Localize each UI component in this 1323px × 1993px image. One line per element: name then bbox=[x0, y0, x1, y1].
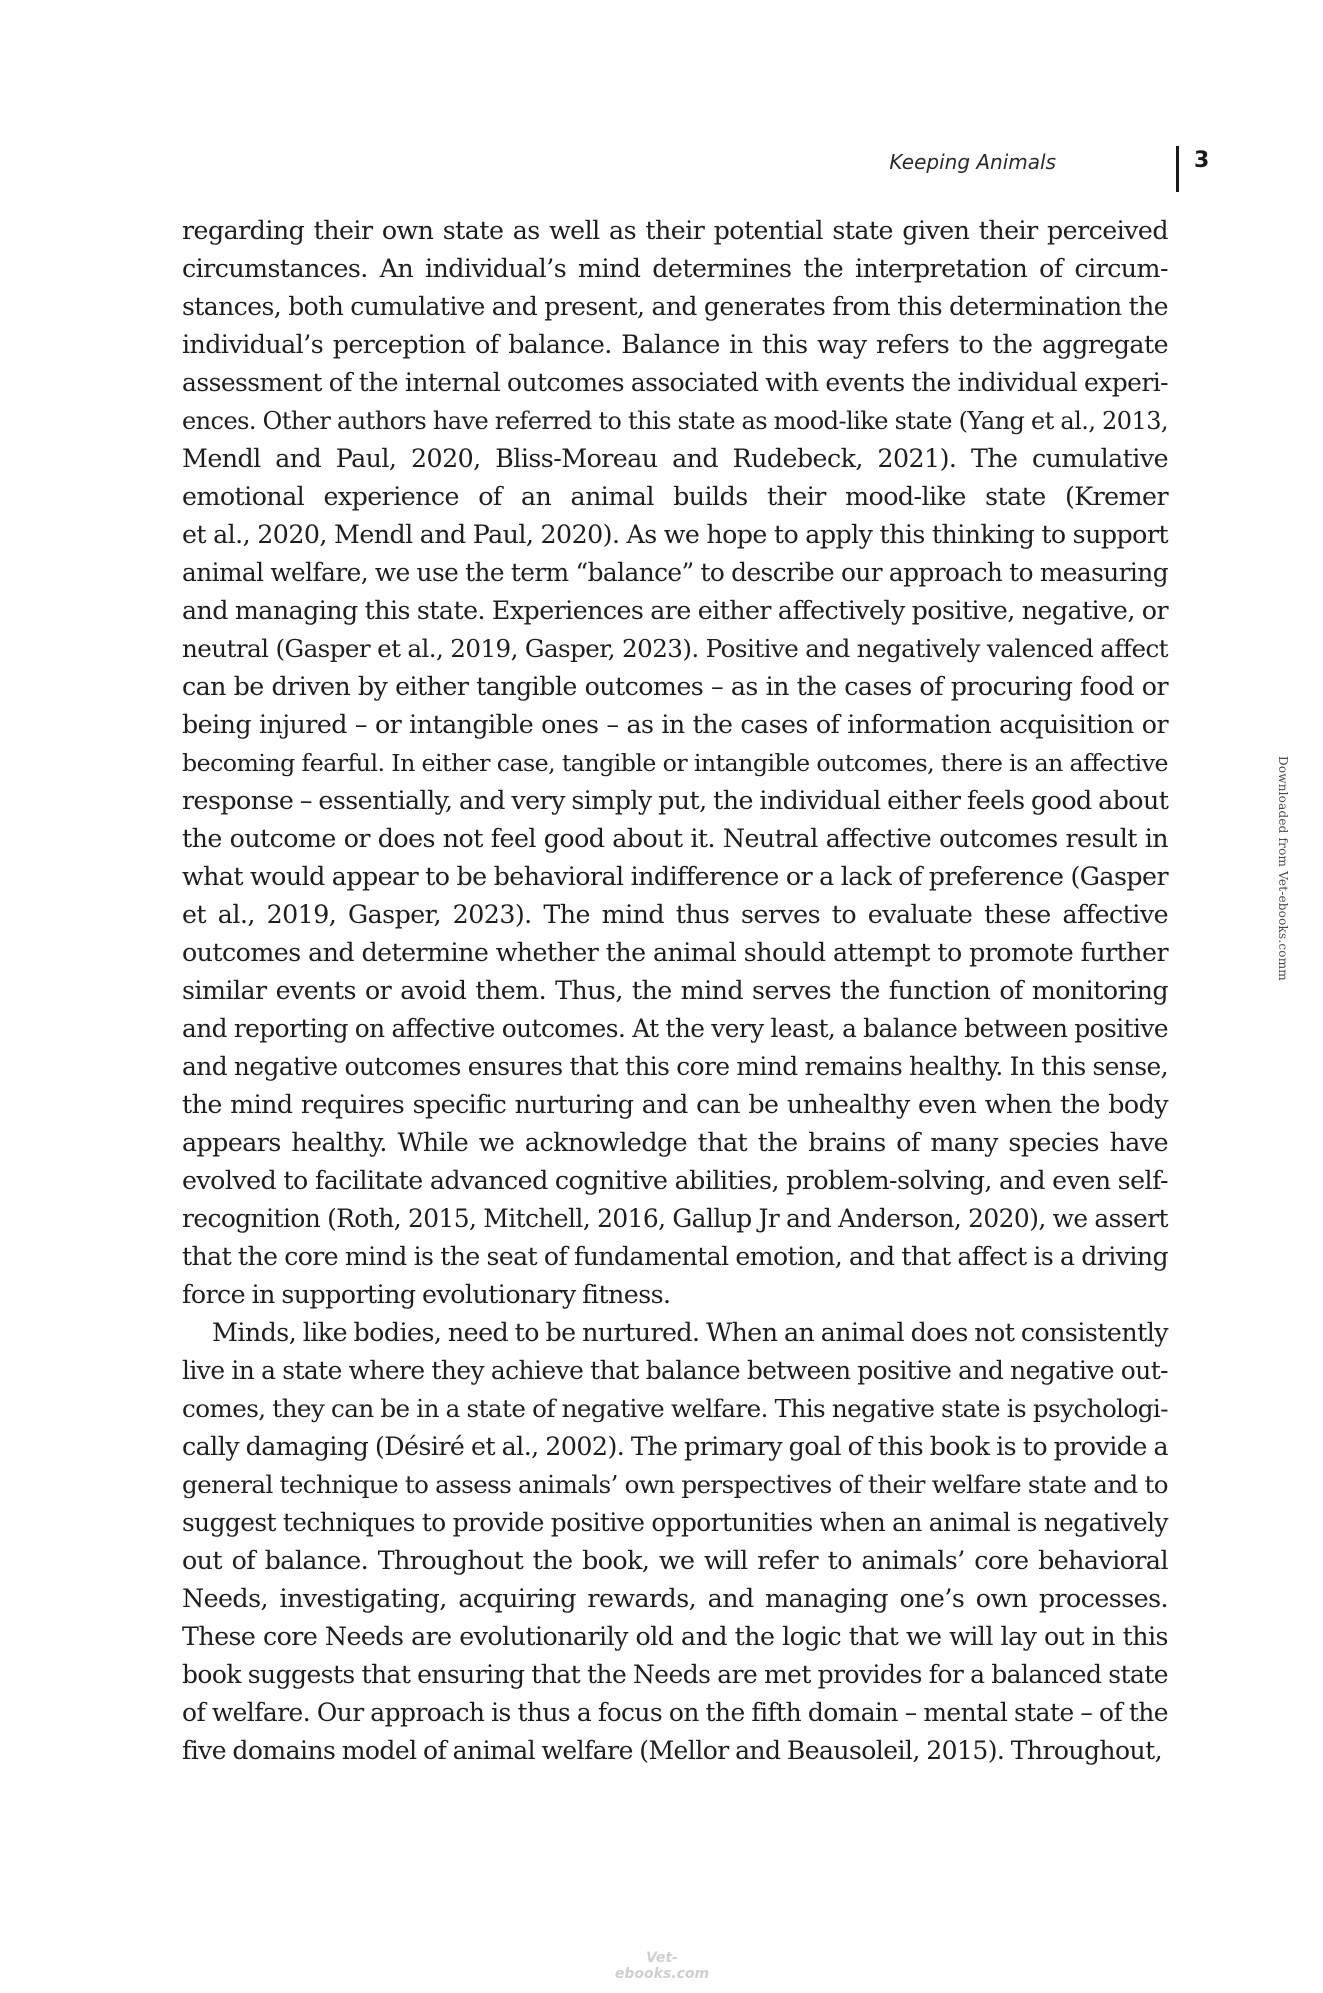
text-line: These core Needs are evolutionarily old and the logic that we will lay out in this bbox=[182, 1622, 1168, 1651]
text-line: appears healthy. While we acknowledge that the brains of many species have bbox=[182, 1128, 1168, 1157]
text-line: neutral (Gasper et al., 2019, Gasper, 2023). Positive and negatively valenced affect bbox=[182, 634, 1168, 663]
text-line: circumstances. An individual’s mind determines the interpretation of circum- bbox=[182, 254, 1168, 283]
text-line: emotional experience of an animal builds their mood-like state (Kremer bbox=[182, 482, 1168, 511]
text-line: comes, they can be in a state of negative welfare. This negative state is psychologi- bbox=[182, 1394, 1168, 1423]
paragraph-1 bbox=[182, 212, 1168, 1314]
text-line: live in a state where they achieve that balance between positive and negative out- bbox=[182, 1356, 1168, 1385]
text-line: recognition (Roth, 2015, Mitchell, 2016, Gallup Jr and Anderson, 2020), we assert bbox=[182, 1204, 1168, 1233]
text-line: out of balance. Throughout the book, we will refer to animals’ core behavioral bbox=[182, 1546, 1168, 1575]
text-line: can be driven by either tangible outcomes – as in the cases of procuring food or bbox=[182, 672, 1168, 701]
text-line: similar events or avoid them. Thus, the mind serves the function of monitoring bbox=[182, 976, 1168, 1005]
text-line: and negative outcomes ensures that this core mind remains healthy. In this sense, bbox=[182, 1052, 1168, 1081]
text-line: et al., 2019, Gasper, 2023). The mind thus serves to evaluate these affective bbox=[182, 900, 1168, 929]
text-line: Mendl and Paul, 2020, Bliss-Moreau and Rudebeck, 2021). The cumulative bbox=[182, 444, 1168, 473]
text-line: becoming fearful. In either case, tangible or intangible outcomes, there is an affective bbox=[182, 749, 1168, 777]
body-text bbox=[182, 212, 1168, 1770]
text-line: that the core mind is the seat of fundamental emotion, and that affect is a driving bbox=[182, 1242, 1168, 1271]
text-line: the mind requires specific nurturing and can be unhealthy even when the body bbox=[182, 1090, 1168, 1119]
text-line: outcomes and determine whether the animal should attempt to promote further bbox=[182, 938, 1168, 967]
text-line: Needs, investigating, acquiring rewards, and managing one’s own processes. bbox=[182, 1584, 1168, 1613]
watermark-logo: Vet-ebooks.com bbox=[614, 1950, 710, 1982]
text-line: and reporting on affective outcomes. At the very least, a balance between positive bbox=[182, 1014, 1168, 1043]
text-line: individual’s perception of balance. Balance in this way refers to the aggregate bbox=[182, 330, 1168, 359]
text-line: force in supporting evolutionary fitness. bbox=[182, 1280, 671, 1309]
text-line: Minds, like bodies, need to be nurtured. When an animal does not consistently bbox=[212, 1318, 1168, 1347]
text-line: regarding their own state as well as their potential state given their perceived bbox=[182, 216, 1168, 245]
page-number: 3 bbox=[1194, 148, 1210, 173]
paragraph-2 bbox=[182, 1314, 1168, 1770]
header-divider bbox=[1176, 146, 1179, 192]
text-line: et al., 2020, Mendl and Paul, 2020). As we hope to apply this thinking to support bbox=[182, 520, 1168, 549]
text-line: stances, both cumulative and present, and generates from this determination the bbox=[182, 292, 1168, 321]
text-line: evolved to facilitate advanced cognitive abilities, problem-solving, and even self- bbox=[182, 1166, 1168, 1195]
text-line: being injured – or intangible ones – as in the cases of information acquisition or bbox=[182, 710, 1168, 739]
text-line: assessment of the internal outcomes associated with events the individual experi- bbox=[182, 368, 1168, 397]
text-line: book suggests that ensuring that the Needs are met provides for a balanced state bbox=[182, 1660, 1168, 1689]
text-line: animal welfare, we use the term “balance” to describe our approach to measuring bbox=[182, 558, 1168, 587]
running-title: Keeping Animals bbox=[889, 150, 1056, 174]
text-line: response – essentially, and very simply put, the individual either feels good about bbox=[182, 786, 1169, 815]
text-line: five domains model of animal welfare (Mellor and Beausoleil, 2015). Throughout, bbox=[182, 1736, 1163, 1765]
running-head bbox=[880, 148, 1210, 198]
text-line: ences. Other authors have referred to this state as mood-like state (Yang et al., 2013, bbox=[182, 407, 1168, 435]
text-line: and managing this state. Experiences are either affectively positive, negative, or bbox=[182, 596, 1168, 625]
text-line: suggest techniques to provide positive opportunities when an animal is negatively bbox=[182, 1508, 1168, 1537]
download-notice: Downloaded from Vet-ebooks.comm bbox=[1276, 756, 1290, 981]
text-line: of welfare. Our approach is thus a focus on the fifth domain – mental state – of the bbox=[182, 1698, 1168, 1727]
text-line: general technique to assess animals’ own perspectives of their welfare state and to bbox=[182, 1470, 1168, 1499]
text-line: what would appear to be behavioral indifference or a lack of preference (Gasper bbox=[182, 862, 1168, 891]
text-line: the outcome or does not feel good about it. Neutral affective outcomes result in bbox=[182, 824, 1168, 853]
text-line: cally damaging (Désiré et al., 2002). The primary goal of this book is to provide a bbox=[182, 1432, 1168, 1461]
